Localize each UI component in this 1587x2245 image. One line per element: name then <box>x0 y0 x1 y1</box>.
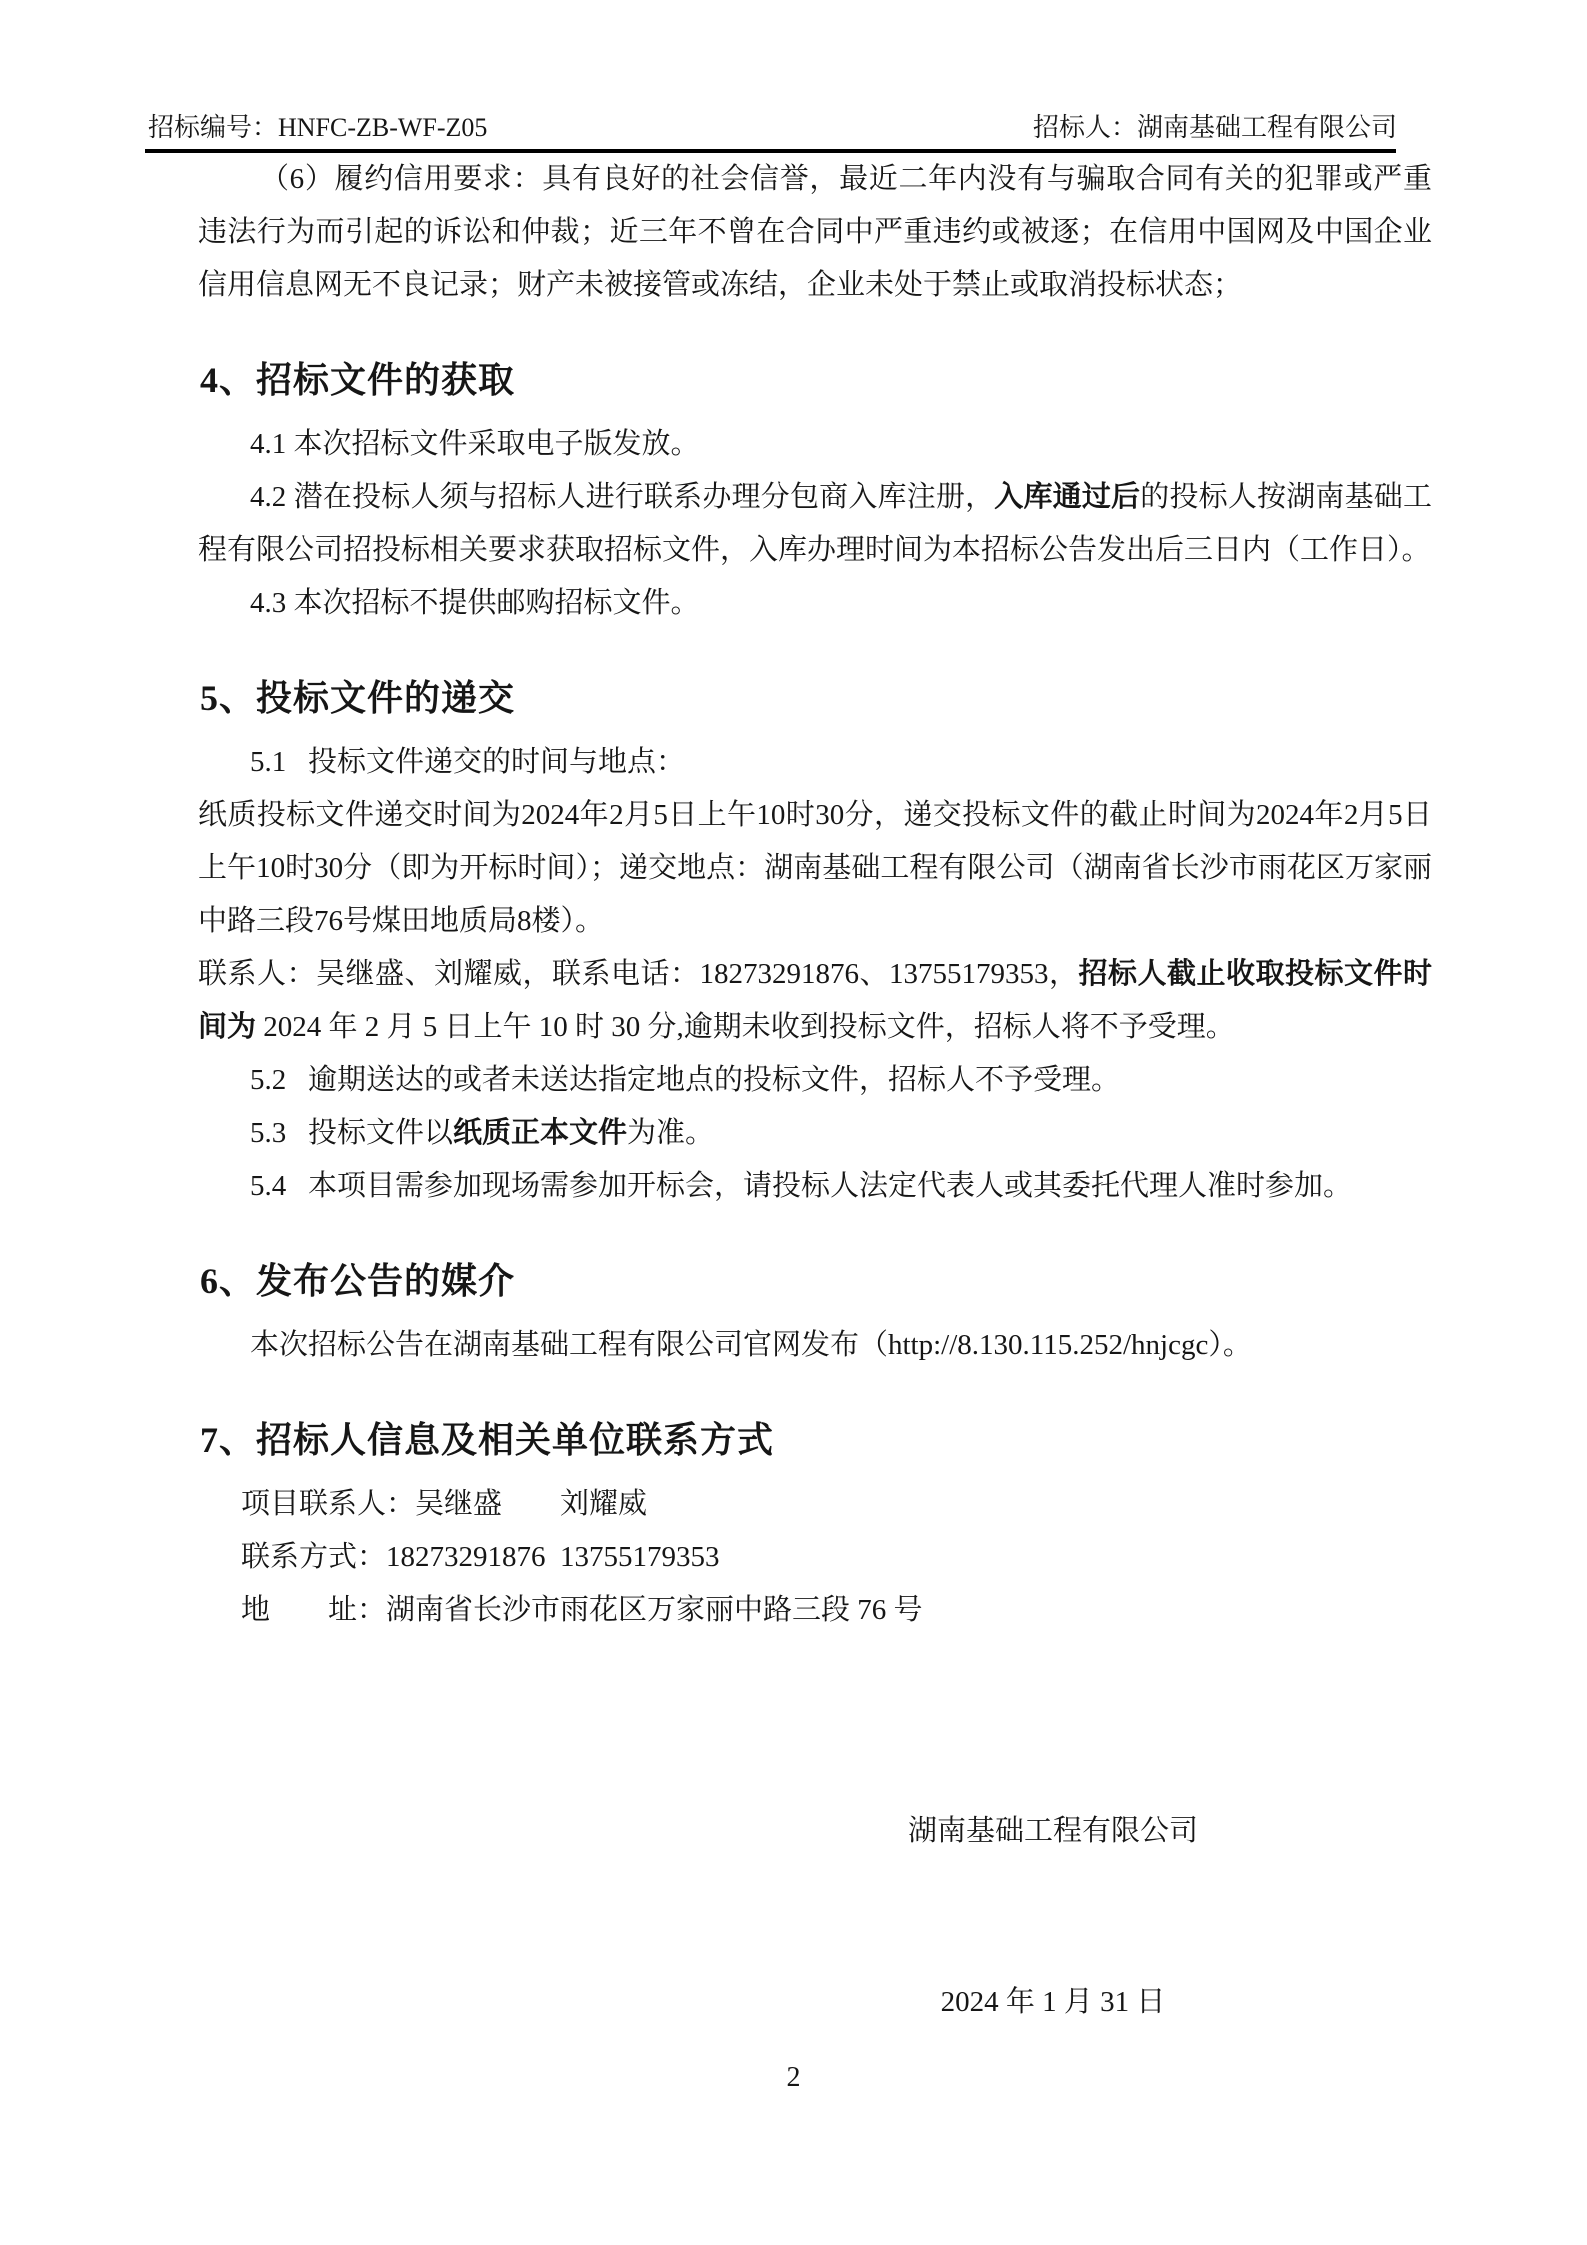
phones-label: 联系方式： <box>241 1541 387 1573</box>
address-row <box>198 1584 1432 1637</box>
section-4-heading <box>200 355 1432 405</box>
paragraph-5-1-contact <box>198 948 1432 1054</box>
section-5-number: 5、 <box>200 678 257 718</box>
section-4-number: 4、 <box>200 360 257 400</box>
section-6-heading <box>200 1256 1432 1306</box>
paragraph-5-3-text: 5.3 投标文件以 <box>250 1117 454 1149</box>
paragraph-5-4: 5.4 本项目需参加现场需参加开标会，请投标人法定代表人或其委托代理人准时参加。 <box>250 1170 1353 1202</box>
paragraph-5-3 <box>198 1107 1432 1160</box>
section-7-number: 7、 <box>200 1420 257 1460</box>
paragraph-5-2: 5.2 逾期送达的或者未送达指定地点的投标文件，招标人不予受理。 <box>250 1064 1121 1096</box>
section-5-heading <box>200 673 1432 723</box>
section-7-heading <box>200 1415 1432 1465</box>
contact-name-1: 吴继盛 <box>415 1488 503 1520</box>
contacts-label: 项目联系人： <box>241 1488 416 1520</box>
contact-text: 联系人：吴继盛、刘耀威，联系电话：18273291876、13755179353， <box>198 958 1079 990</box>
paragraph-5-3-text-cont: 为准。 <box>627 1117 715 1149</box>
address-label: 地 址： <box>241 1594 387 1626</box>
contact-phones-row <box>198 1531 1432 1584</box>
address-value: 湖南省长沙市雨花区万家丽中路三段 76 号 <box>386 1594 923 1626</box>
contact-deadline-bold: 招标人截止收取投标文件时间为 <box>198 958 1432 1043</box>
paragraph-4-2-text-cont: 的投标人按湖南基础工程有限公司招投标相关要求获取招标文件，入库办理时间为本招标公告发出后三日内（工作日）。 <box>198 481 1432 566</box>
page-header <box>148 112 1397 144</box>
section-6-number: 6、 <box>200 1261 257 1301</box>
phone-number-1: 18273291876 <box>386 1541 546 1573</box>
paragraph-5-3-bold: 纸质正本文件 <box>453 1117 628 1149</box>
paragraph-4-3: 4.3 本次招标不提供邮购招标文件。 <box>250 587 700 619</box>
contact-name-2: 刘耀威 <box>560 1488 648 1520</box>
paragraph-4-2 <box>198 471 1432 577</box>
paragraph-4-2-bold: 入库通过后 <box>994 481 1141 513</box>
paragraph-5-1: 5.1 投标文件递交的时间与地点： <box>250 746 686 778</box>
section-4-title: 招标文件的获取 <box>256 359 516 400</box>
header-tender-number: 招标编号：HNFC-ZB-WF-Z05 <box>148 113 488 142</box>
page-number: 2 <box>786 2062 801 2093</box>
paragraph-4-2-text: 4.2 潜在投标人须与招标人进行联系办理分包商入库注册， <box>250 481 995 513</box>
document-body <box>198 153 1432 2145</box>
contact-text-cont: 2024 年 2 月 5 日上午 10 时 30 分,逾期未收到投标文件，招标人将不予受理。 <box>256 1011 1235 1043</box>
phone-number-2: 13755179353 <box>560 1541 720 1573</box>
signature-company: 湖南基础工程有限公司 <box>907 1815 1198 1847</box>
section-7-title: 招标人信息及相关单位联系方式 <box>256 1419 775 1460</box>
signature-date: 2024 年 1 月 31 日 <box>940 1986 1166 2018</box>
page-footer <box>0 2062 1587 2094</box>
paragraph-6-1: 本次招标公告在湖南基础工程有限公司官网发布（http://8.130.115.252/hnjcgc）。 <box>250 1329 1252 1361</box>
paragraph-4-1: 4.1 本次招标文件采取电子版发放。 <box>250 428 700 460</box>
paragraph-5-1-detail: 纸质投标文件递交时间为2024年2月5日上午10时30分，递交投标文件的截止时间为2024年2月5日上午10时30分（即为开标时间）；递交地点：湖南基础工程有限公司（湖南省长沙市雨花区万家丽中路三段76号煤田地质局8楼）。 <box>198 799 1432 937</box>
header-tenderer: 招标人：湖南基础工程有限公司 <box>1032 113 1397 142</box>
section-5-title: 投标文件的递交 <box>256 677 516 718</box>
clause-6-paragraph: （6）履约信用要求：具有良好的社会信誉，最近二年内没有与骗取合同有关的犯罪或严重违法行为而引起的诉讼和仲裁；近三年不曾在合同中严重违约或被逐；在信用中国网及中国企业信用信息网无不良记录；财产未被接管或冻结，企业未处于禁止或取消投标状态； <box>198 163 1432 301</box>
project-contacts-row <box>198 1478 1432 1531</box>
section-6-title: 发布公告的媒介 <box>256 1260 516 1301</box>
